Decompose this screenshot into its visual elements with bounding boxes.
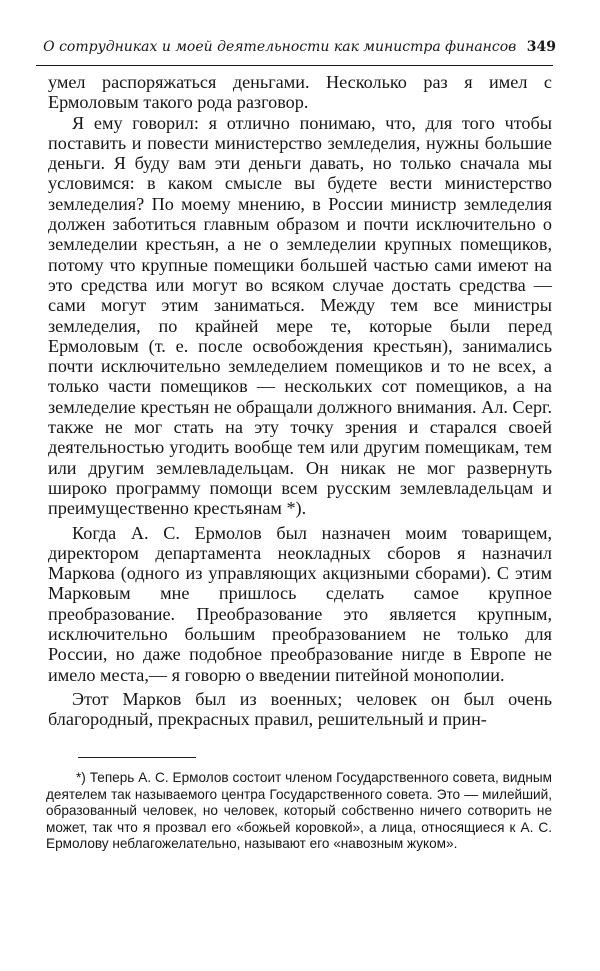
running-title: О сотрудниках и моей деятельности как министра финансов xyxy=(43,39,517,55)
header-rule xyxy=(36,65,553,66)
footnote-rule xyxy=(78,757,196,758)
paragraph-continued: умел распоряжаться деньгами. Несколько раз я имел с Ермоловым такого рода разговор. xyxy=(48,72,552,113)
paragraph: Когда А. С. Ермолов был назначен моим товарищем, директором департамента неокладных сборов я назначил Маркова (одного из управляющих акцизными сборами). С этим Марковым мне пришлось сделать самое крупное преобразование. Преобразование это является крупным, исключительно большим преобразованием не только для России, но даже подобное преобразование нигде в Европе не имело места,— я говорю о введении питейной монополии. xyxy=(48,522,552,685)
footnote: *) Теперь А. С. Ермолов состоит членом Государственного совета, видным деятелем так называемого центра Государственного совета. Это — милейший, образованный человек, но человек, который собственно ничего сотворить не может, так что я прозвал его «божьей коровкой», а лица, относящиеся к А. С. Ермолову неблагожелательно, называют его «навозным жуком». xyxy=(46,770,552,852)
main-text xyxy=(48,72,552,730)
page-number: 349 xyxy=(526,39,556,55)
paragraph: Я ему говорил: я отлично понимаю, что, для того чтобы поставить и повести министерство земледелия, нужны большие деньги. Я буду вам эти деньги давать, но только сначала мы условимся: в каком смысле вы будете вести министерство земледелия? По моему мнению, в России министр земледелия должен заботиться главным образом и почти исключительно о земледелии крестьян, а не о земледелии крупных помещиков, потому что крупные помещики большей частью сами имеют на это средства или могут во всяком случае достать средства — сами могут этим заниматься. Между тем все министры земледелия, по крайней мере те, которые были перед Ермоловым (т. е. после освобождения крестьян), занимались почти исключительно земледелием помещиков и то не всех, а только части помещиков — нескольких сот помещиков, а на земледелие крестьян не обращали должного внимания. Ал. Серг. также не мог стать на эту точку зрения и старался своей деятельностью угодить вообще тем или другим помещикам, тем или другим землевладельцам. Он никак не мог развернуть широко программу помощи всем русским землевладельцам и преимущественно крестьянам *). xyxy=(48,112,552,519)
paragraph: Этот Марков был из военных; человек он был очень благородный, прекрасных правил, решительный и прин- xyxy=(48,688,552,730)
running-header xyxy=(36,38,556,56)
